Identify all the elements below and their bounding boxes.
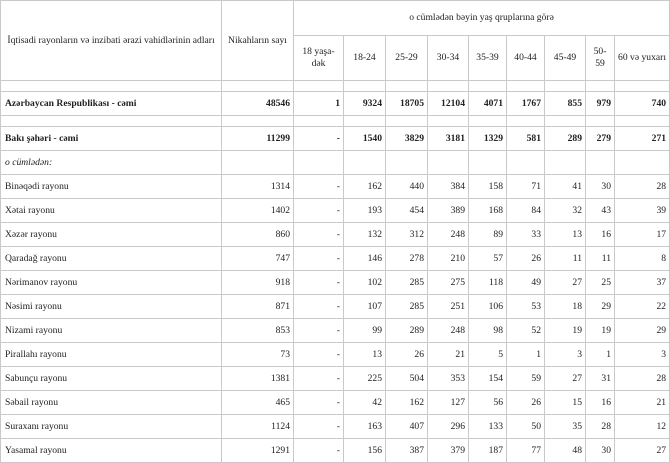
age-group-cell: 21 bbox=[428, 343, 469, 367]
age-group-cell: 27 bbox=[615, 439, 670, 463]
spacer-cell bbox=[469, 116, 507, 127]
spacer-cell bbox=[507, 116, 545, 127]
table-body bbox=[1, 81, 670, 463]
age-col-header: 40-44 bbox=[507, 36, 545, 81]
age-group-cell bbox=[615, 151, 670, 175]
age-group-cell: 59 bbox=[507, 367, 545, 391]
age-group-cell: 16 bbox=[586, 223, 615, 247]
age-col-header: 60 və yuxarı bbox=[615, 36, 670, 81]
spacer-cell bbox=[222, 116, 294, 127]
age-group-cell: 42 bbox=[344, 391, 386, 415]
region-name-cell: Sabunçu rayonu bbox=[1, 367, 222, 391]
spacer-cell bbox=[545, 81, 586, 92]
age-col-header: 18 yaşa-dək bbox=[294, 36, 344, 81]
region-column-header: İqtisadi rayonların və inzibati ərazi vahidlərinin adları bbox=[1, 1, 222, 81]
age-group-cell: 28 bbox=[615, 175, 670, 199]
age-group-cell: 22 bbox=[615, 295, 670, 319]
age-group-cell: 146 bbox=[344, 247, 386, 271]
spacer-cell bbox=[386, 116, 428, 127]
age-group-cell: - bbox=[294, 295, 344, 319]
age-group-cell: 99 bbox=[344, 319, 386, 343]
age-group-cell: 285 bbox=[386, 295, 428, 319]
table-row bbox=[1, 199, 670, 223]
age-group-cell: 454 bbox=[386, 199, 428, 223]
spacer-cell bbox=[545, 116, 586, 127]
region-name-cell: Nərimanov rayonu bbox=[1, 271, 222, 295]
age-group-cell: 279 bbox=[586, 127, 615, 151]
total-cell: 871 bbox=[222, 295, 294, 319]
age-group-cell: 248 bbox=[428, 319, 469, 343]
spacer-cell bbox=[507, 81, 545, 92]
age-group-cell: - bbox=[294, 199, 344, 223]
spacer-cell bbox=[428, 116, 469, 127]
age-group-cell: 50 bbox=[507, 415, 545, 439]
spacer-cell bbox=[386, 81, 428, 92]
spacer-cell bbox=[344, 116, 386, 127]
age-group-cell: 3181 bbox=[428, 127, 469, 151]
spacer-cell bbox=[615, 81, 670, 92]
age-group-cell: 26 bbox=[507, 391, 545, 415]
total-cell: 747 bbox=[222, 247, 294, 271]
region-name-cell: o cümlədən: bbox=[1, 151, 222, 175]
age-group-cell: 27 bbox=[545, 367, 586, 391]
age-group-cell: 127 bbox=[428, 391, 469, 415]
age-group-cell: 13 bbox=[344, 343, 386, 367]
age-group-title: o cümlədən bəyin yaş qruplarına görə bbox=[294, 1, 670, 36]
table-row bbox=[1, 367, 670, 391]
region-name-cell: Səbail rayonu bbox=[1, 391, 222, 415]
age-group-cell: 4071 bbox=[469, 92, 507, 116]
age-group-cell: 15 bbox=[545, 391, 586, 415]
age-group-cell: 581 bbox=[507, 127, 545, 151]
age-group-cell: 102 bbox=[344, 271, 386, 295]
age-group-cell: 1 bbox=[294, 92, 344, 116]
age-group-cell: 16 bbox=[586, 391, 615, 415]
age-col-header: 45-49 bbox=[545, 36, 586, 81]
age-group-cell bbox=[294, 151, 344, 175]
age-group-cell: 56 bbox=[469, 391, 507, 415]
table-row bbox=[1, 439, 670, 463]
age-group-cell: - bbox=[294, 247, 344, 271]
age-group-cell: 5 bbox=[469, 343, 507, 367]
age-group-cell: 384 bbox=[428, 175, 469, 199]
age-group-cell: 1540 bbox=[344, 127, 386, 151]
age-group-cell: 29 bbox=[615, 319, 670, 343]
age-col-header: 50-59 bbox=[586, 36, 615, 81]
age-group-cell: 19 bbox=[586, 319, 615, 343]
region-name-cell: Suraxanı rayonu bbox=[1, 415, 222, 439]
age-group-cell: 278 bbox=[386, 247, 428, 271]
age-group-cell: 163 bbox=[344, 415, 386, 439]
total-cell: 860 bbox=[222, 223, 294, 247]
age-group-cell: 77 bbox=[507, 439, 545, 463]
age-group-cell: 285 bbox=[386, 271, 428, 295]
age-group-cell: 49 bbox=[507, 271, 545, 295]
total-cell: 853 bbox=[222, 319, 294, 343]
table-row bbox=[1, 415, 670, 439]
age-group-cell: 387 bbox=[386, 439, 428, 463]
age-group-cell: 25 bbox=[586, 271, 615, 295]
age-group-cell: 440 bbox=[386, 175, 428, 199]
age-group-cell: - bbox=[294, 223, 344, 247]
age-group-cell: 1 bbox=[507, 343, 545, 367]
age-group-cell: 289 bbox=[386, 319, 428, 343]
age-group-cell: 18 bbox=[545, 295, 586, 319]
age-col-header: 30-34 bbox=[428, 36, 469, 81]
age-group-cell: 41 bbox=[545, 175, 586, 199]
table-row bbox=[1, 271, 670, 295]
table-row bbox=[1, 391, 670, 415]
total-cell: 1381 bbox=[222, 367, 294, 391]
age-group-cell: 17 bbox=[615, 223, 670, 247]
spacer-cell bbox=[1, 116, 222, 127]
region-name-cell: Pirallahı rayonu bbox=[1, 343, 222, 367]
region-name-cell: Xətai rayonu bbox=[1, 199, 222, 223]
age-group-cell: 504 bbox=[386, 367, 428, 391]
total-cell: 1124 bbox=[222, 415, 294, 439]
age-group-cell: - bbox=[294, 175, 344, 199]
age-group-cell: 389 bbox=[428, 199, 469, 223]
age-group-cell: 132 bbox=[344, 223, 386, 247]
region-name-cell: Bakı şəhəri - cəmi bbox=[1, 127, 222, 151]
total-cell: 11299 bbox=[222, 127, 294, 151]
age-group-cell: 156 bbox=[344, 439, 386, 463]
spacer-cell bbox=[222, 81, 294, 92]
age-group-cell: 98 bbox=[469, 319, 507, 343]
age-group-cell: - bbox=[294, 343, 344, 367]
age-group-cell: - bbox=[294, 271, 344, 295]
age-group-cell: 29 bbox=[586, 295, 615, 319]
age-group-cell: 312 bbox=[386, 223, 428, 247]
spacer-cell bbox=[428, 81, 469, 92]
total-column-header: Nikahların sayı bbox=[222, 1, 294, 81]
table-row bbox=[1, 295, 670, 319]
spacer-cell bbox=[1, 81, 222, 92]
age-group-cell: 8 bbox=[615, 247, 670, 271]
region-name-cell: Qaradağ rayonu bbox=[1, 247, 222, 271]
age-group-cell: 162 bbox=[344, 175, 386, 199]
age-group-cell: 740 bbox=[615, 92, 670, 116]
total-cell: 1402 bbox=[222, 199, 294, 223]
spacer-cell bbox=[294, 116, 344, 127]
total-cell: 918 bbox=[222, 271, 294, 295]
age-group-cell bbox=[469, 151, 507, 175]
age-col-header: 35-39 bbox=[469, 36, 507, 81]
table-row bbox=[1, 92, 670, 116]
age-group-cell: 13 bbox=[545, 223, 586, 247]
age-group-cell: 12 bbox=[615, 415, 670, 439]
age-group-cell: - bbox=[294, 415, 344, 439]
age-group-cell: 289 bbox=[545, 127, 586, 151]
age-group-cell: 3 bbox=[545, 343, 586, 367]
total-cell: 48546 bbox=[222, 92, 294, 116]
age-group-cell: 225 bbox=[344, 367, 386, 391]
age-group-cell: 187 bbox=[469, 439, 507, 463]
age-group-cell: - bbox=[294, 127, 344, 151]
age-group-cell: - bbox=[294, 367, 344, 391]
spacer-cell bbox=[469, 81, 507, 92]
age-group-cell: 31 bbox=[586, 367, 615, 391]
age-group-cell: 168 bbox=[469, 199, 507, 223]
age-group-cell bbox=[507, 151, 545, 175]
age-group-cell: 106 bbox=[469, 295, 507, 319]
age-group-cell: 158 bbox=[469, 175, 507, 199]
age-col-header: 18-24 bbox=[344, 36, 386, 81]
age-group-cell: 11 bbox=[586, 247, 615, 271]
age-group-cell: 12104 bbox=[428, 92, 469, 116]
spacer-cell bbox=[586, 81, 615, 92]
age-group-cell: 275 bbox=[428, 271, 469, 295]
table-row bbox=[1, 127, 670, 151]
age-group-cell: 27 bbox=[545, 271, 586, 295]
age-group-cell bbox=[586, 151, 615, 175]
table-row bbox=[1, 223, 670, 247]
age-group-cell: 193 bbox=[344, 199, 386, 223]
age-group-cell: 89 bbox=[469, 223, 507, 247]
age-group-cell: 1 bbox=[586, 343, 615, 367]
age-group-cell: 353 bbox=[428, 367, 469, 391]
age-group-cell bbox=[545, 151, 586, 175]
age-group-cell: 1767 bbox=[507, 92, 545, 116]
total-cell bbox=[222, 151, 294, 175]
age-group-cell: - bbox=[294, 319, 344, 343]
age-group-cell: 3 bbox=[615, 343, 670, 367]
age-group-cell: 210 bbox=[428, 247, 469, 271]
age-group-cell: 379 bbox=[428, 439, 469, 463]
age-group-cell: 1329 bbox=[469, 127, 507, 151]
age-group-cell: 979 bbox=[586, 92, 615, 116]
table-row bbox=[1, 175, 670, 199]
age-group-cell bbox=[344, 151, 386, 175]
spacer-cell bbox=[586, 116, 615, 127]
table-row bbox=[1, 151, 670, 175]
age-group-cell: 407 bbox=[386, 415, 428, 439]
age-group-cell: 48 bbox=[545, 439, 586, 463]
spacer-cell bbox=[294, 81, 344, 92]
age-group-cell: 28 bbox=[615, 367, 670, 391]
age-group-cell: 251 bbox=[428, 295, 469, 319]
age-group-cell: 271 bbox=[615, 127, 670, 151]
age-group-cell: 53 bbox=[507, 295, 545, 319]
region-name-cell: Xəzər rayonu bbox=[1, 223, 222, 247]
age-group-cell: 39 bbox=[615, 199, 670, 223]
table-row bbox=[1, 343, 670, 367]
age-group-cell: 154 bbox=[469, 367, 507, 391]
age-col-header: 25-29 bbox=[386, 36, 428, 81]
age-group-cell: 248 bbox=[428, 223, 469, 247]
region-name-cell: Azərbaycan Respublikası - cəmi bbox=[1, 92, 222, 116]
age-group-cell: 30 bbox=[586, 175, 615, 199]
total-cell: 465 bbox=[222, 391, 294, 415]
age-group-cell: 9324 bbox=[344, 92, 386, 116]
age-group-cell: 32 bbox=[545, 199, 586, 223]
age-group-cell: 3829 bbox=[386, 127, 428, 151]
age-group-cell: 133 bbox=[469, 415, 507, 439]
age-group-cell bbox=[386, 151, 428, 175]
region-name-cell: Nizami rayonu bbox=[1, 319, 222, 343]
total-cell: 73 bbox=[222, 343, 294, 367]
age-group-cell: 19 bbox=[545, 319, 586, 343]
total-cell: 1291 bbox=[222, 439, 294, 463]
table-row bbox=[1, 247, 670, 271]
age-group-cell: 11 bbox=[545, 247, 586, 271]
age-group-cell: 35 bbox=[545, 415, 586, 439]
age-group-cell: 107 bbox=[344, 295, 386, 319]
table-row bbox=[1, 319, 670, 343]
age-group-cell: 71 bbox=[507, 175, 545, 199]
age-group-cell: 28 bbox=[586, 415, 615, 439]
age-group-cell: 37 bbox=[615, 271, 670, 295]
age-group-cell: 162 bbox=[386, 391, 428, 415]
age-group-cell: 26 bbox=[386, 343, 428, 367]
age-group-cell: 33 bbox=[507, 223, 545, 247]
age-group-cell: 52 bbox=[507, 319, 545, 343]
age-group-cell: - bbox=[294, 391, 344, 415]
age-group-cell: 43 bbox=[586, 199, 615, 223]
region-name-cell: Nəsimi rayonu bbox=[1, 295, 222, 319]
age-group-cell: 18705 bbox=[386, 92, 428, 116]
age-group-cell: 118 bbox=[469, 271, 507, 295]
age-group-cell: 57 bbox=[469, 247, 507, 271]
total-cell: 1314 bbox=[222, 175, 294, 199]
region-name-cell: Yasamal rayonu bbox=[1, 439, 222, 463]
region-name-cell: Binəqədi rayonu bbox=[1, 175, 222, 199]
age-group-cell: 855 bbox=[545, 92, 586, 116]
age-group-cell: 21 bbox=[615, 391, 670, 415]
spacer-cell bbox=[344, 81, 386, 92]
age-group-cell: - bbox=[294, 439, 344, 463]
age-group-cell: 30 bbox=[586, 439, 615, 463]
spacer-row bbox=[1, 116, 670, 127]
age-group-cell bbox=[428, 151, 469, 175]
age-group-cell: 296 bbox=[428, 415, 469, 439]
age-group-cell: 84 bbox=[507, 199, 545, 223]
spacer-cell bbox=[615, 116, 670, 127]
age-group-cell: 26 bbox=[507, 247, 545, 271]
spacer-row bbox=[1, 81, 670, 92]
